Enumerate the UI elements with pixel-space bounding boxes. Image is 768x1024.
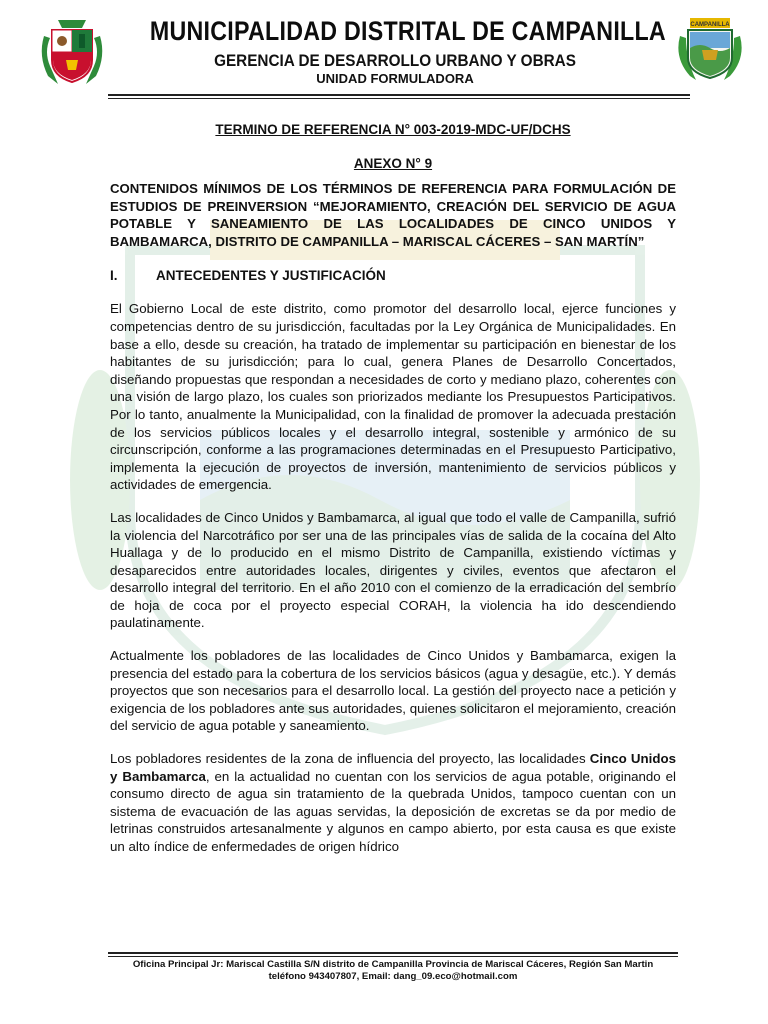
header-divider [108, 94, 690, 96]
footer-divider-thin [108, 956, 678, 957]
page-subtitle: GERENCIA DE DESARROLLO URBANO Y OBRAS [214, 51, 576, 70]
seal-label: CAMPANILLA [690, 22, 730, 28]
section-number: I. [110, 268, 118, 284]
header-divider-thin [108, 98, 690, 99]
peru-coat-of-arms-icon [38, 16, 106, 88]
footer-address: Oficina Principal Jr: Mariscal Castilla S/N distrito de Campanilla Provincia de Mariscal Cáceres, Región San Martin [132, 959, 654, 970]
paragraph-last [110, 750, 676, 856]
page-title: MUNICIPALIDAD DISTRITAL DE CAMPANILLA [149, 16, 666, 46]
document-body [110, 118, 676, 856]
footer [100, 959, 686, 983]
paragraph-text: , en la actualidad no cuentan con los servicios de agua potable, originando el consumo directo de agua sin tratamiento de la quebrada Unidos, tampoco cuentan con un sistema de evacuación de las aguas servidas, la deposición de excretas se da por medio de letrinas construidos artesanalmente y algunos en campo abierto, por esta causa es que existe un alto índice de enfermedades de origen hídrico [110, 768, 676, 854]
section-title: ANTECEDENTES Y JUSTIFICACIÓN [156, 268, 386, 284]
campanilla-seal-icon [676, 14, 744, 84]
paragraph: Actualmente los pobladores de las localidades de Cinco Unidos y Bambamarca, exigen la presencia del estado para la cobertura de los servicios básicos (agua y desagüe, etc.). Y demás proyectos que son necesarios para el desarrollo local. La gestión del proyecto nace a petición y exigencia de los pobladores ante sus autoridades, quienes solicitaron el mejoramiento, creación del servicio de agua potable y saneamiento. [110, 648, 676, 734]
paragraph-bold-text: Cinco Unidos y Bambamarca [110, 751, 676, 784]
annex-label: ANEXO N° 9 [353, 156, 433, 171]
unit-label: UNIDAD FORMULADORA [316, 71, 474, 86]
section-heading [110, 267, 676, 285]
paragraph-text: Los pobladores residentes de la zona de influencia del proyecto, las localidades [110, 751, 590, 767]
paragraph: Las localidades de Cinco Unidos y Bambamarca, al igual que todo el valle de Campanilla, sufrió la violencia del Narcotráfico por ser una de las principales vías de salida de la cocaína del Alto Huallaga y de lo producido en el mismo Distrito de Campanilla, existiendo víctimas y desaparecidos entre autoridades locales, dirigentes y civiles, eventos que afectaron el desarrollo integral del territorio. En el año 2010 con el comienzo de la erradicación del sembrío de hoja de coca por el proyecto especial CORAH, la violencia ha ido descendiendo paulatinamente. [110, 509, 676, 631]
reference-title: TERMINO DE REFERENCIA N° 003-2019-MDC-UF/DCHS [215, 122, 571, 137]
paragraph: El Gobierno Local de este distrito, como promotor del desarrollo local, ejerce funciones y competencias dentro de su jurisdicción, facultadas por la Ley Orgánica de Municipalidades. En base a ello, desde su creación, ha tratado de implementar su participación en bienestar de los habitantes de su jurisdicción; para lo cual, genera Planes de Desarrollo Concertados, diseñando propuestas que respondan a necesidades de corto y mediano plazo, coherentes con una visión de largo plazo, los cuales son priorizados mediante los Presupuestos Participativos. Por lo tanto, anualmente la Municipalidad, con la finalidad de promover la adecuada prestación de los servicios públicos locales y el desarrollo integral, sostenible y armónico de su circunscripción, conforme a las programaciones determinadas en el Presupuesto Participativo, implementa la ejecución de proyectos de inversión, mantenimiento de servicios públicos y actividades de emergencia. [110, 301, 676, 493]
contents-heading: CONTENIDOS MÍNIMOS DE LOS TÉRMINOS DE REFERENCIA PARA FORMULACIÓN DE ESTUDIOS DE PREINVERSION “MEJORAMIENTO, CREACIÓN DEL SERVICIO DE AGUA POTABLE Y SANEAMIENTO DE LAS LOCALIDADES DE CINCO UNIDOS Y BAMBAMARCA, DISTRITO DE CAMPANILLA – MARISCAL CÁCERES – SAN MARTÍN” [110, 181, 676, 249]
footer-divider [108, 952, 678, 954]
footer-contact: teléfono 943407807, Email: dang_09.eco@hotmail.com [268, 971, 518, 982]
